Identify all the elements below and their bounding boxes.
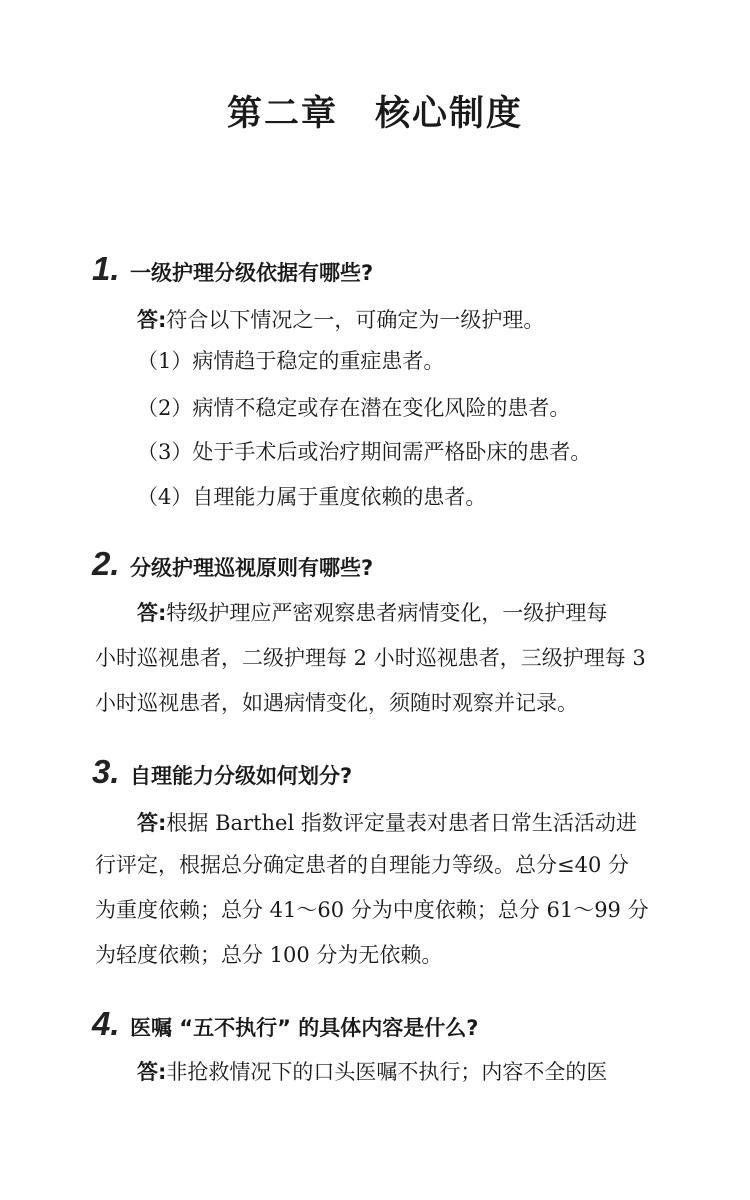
answer-line: （1）病情趋于稳定的重症患者。 (137, 349, 445, 373)
question-heading-1 (92, 250, 373, 288)
answer-line: 小时巡视患者，二级护理每 2 小时巡视患者，三级护理每 3 (95, 646, 646, 670)
question-heading-4 (92, 1005, 478, 1043)
answer-label: 答: (137, 811, 167, 835)
answer-text: 根据 Barthel 指数评定量表对患者日常生活活动进 (166, 811, 637, 835)
answer-label: 答: (137, 1060, 167, 1084)
answer-line (137, 598, 697, 628)
answer-line: （3）处于手术后或治疗期间需严格卧床的患者。 (137, 440, 592, 464)
question-text: 自理能力分级如何划分? (130, 764, 353, 788)
answer-line: （4）自理能力属于重度依赖的患者。 (137, 485, 487, 509)
question-number: 3. (92, 753, 120, 790)
question-text: 医嘱 “五不执行” 的具体内容是什么? (130, 1016, 479, 1040)
answer-label: 答: (137, 601, 167, 625)
question-text: 分级护理巡视原则有哪些? (130, 556, 374, 580)
answer-line (137, 305, 697, 335)
answer-label: 答: (137, 308, 167, 332)
answer-line: 为重度依赖；总分 41～60 分为中度依赖；总分 61～99 分 (95, 898, 649, 922)
question-heading-2 (92, 545, 373, 583)
answer-line (137, 808, 697, 838)
answer-line: 为轻度依赖；总分 100 分为无依赖。 (95, 943, 443, 967)
answer-line (137, 1057, 697, 1087)
question-heading-3 (92, 753, 352, 791)
answer-text: 特级护理应严密观察患者病情变化，一级护理每 (166, 601, 608, 625)
answer-line: 行评定，根据总分确定患者的自理能力等级。总分≤40 分 (95, 853, 629, 877)
question-number: 2. (92, 545, 120, 582)
question-number: 1. (92, 250, 120, 287)
question-number: 4. (92, 1005, 120, 1042)
answer-line: （2）病情不稳定或存在潜在变化风险的患者。 (137, 396, 571, 420)
answer-line: 小时巡视患者，如遇病情变化，须随时观察并记录。 (95, 691, 578, 715)
question-text: 一级护理分级依据有哪些? (130, 261, 374, 285)
answer-text: 符合以下情况之一，可确定为一级护理。 (166, 308, 545, 332)
answer-text: 非抢救情况下的口头医嘱不执行；内容不全的医 (166, 1060, 608, 1084)
chapter-title: 第二章 核心制度 (226, 93, 523, 134)
